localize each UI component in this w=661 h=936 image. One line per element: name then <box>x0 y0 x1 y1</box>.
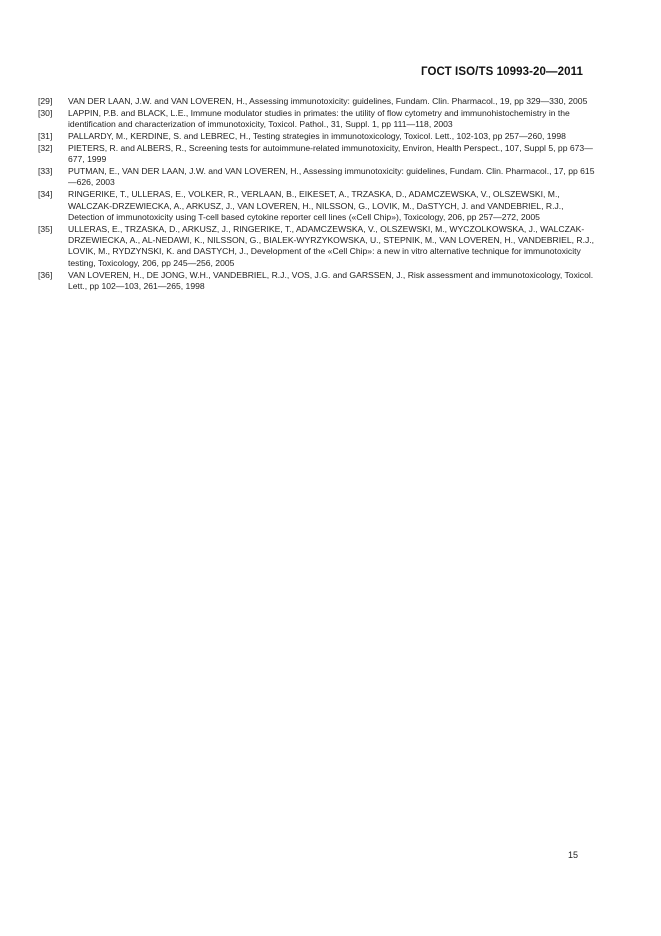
reference-text: VAN LOVEREN, H., DE JONG, W.H., VANDEBRIEL, R.J., VOS, J.G. and GARSSEN, J., Risk assessment and immunotoxicology, Toxicol. Lett., pp 102—103, 261—265, 1998 <box>68 269 594 291</box>
standard-code-header: ГОСТ ISO/TS 10993-20—2011 <box>421 66 583 78</box>
reference-number: [32] <box>38 142 53 153</box>
reference-number: [31] <box>38 131 53 142</box>
page-number: 15 <box>568 850 579 860</box>
reference-number: [35] <box>38 223 53 234</box>
reference-item <box>38 108 598 131</box>
reference-text: LAPPIN, P.B. and BLACK, L.E., Immune modulator studies in primates: the utility of flow cytometry and immunohistochemistry in the identification and characterization of immunotoxicity, Toxicol. Pathol., 31, Suppl. 1, pp 111—118, 2003 <box>68 107 570 130</box>
reference-item <box>38 166 598 189</box>
reference-text: PIETERS, R. and ALBERS, R., Screening tests for autoimmune-related immunotoxicity, Environ, Health Perspect., 107, Suppl 5, pp 673—677, 1999 <box>68 142 593 165</box>
reference-number: [33] <box>38 166 53 177</box>
reference-item <box>38 224 598 269</box>
reference-item <box>38 131 598 142</box>
reference-number: [30] <box>38 107 53 118</box>
reference-text: PUTMAN, E., VAN DER LAAN, J.W. and VAN LOVEREN, H., Assessing immunotoxicity: guidelines, Fundam. Clin. Pharmacol., 17, pp 615—626, 2003 <box>68 166 595 188</box>
reference-item <box>38 270 598 293</box>
reference-text: RINGERIKE, T., ULLERAS, E., VOLKER, R., VERLAAN, B., EIKESET, A., TRZASKA, D., ADAMCZEWSKA, V., OLSZEWSKI, M., WALCZAK-DRZEWIECKA, A., ARKUSZ, J., VAN LOVEREN, H., NILSSON, G., LOVIK, M., DaSTYCH, J. and VANDEBRIEL, R.J., Detection of immunotoxicity using T-cell based cytokine reporter cell lines («Cell Chip»), Toxicology, 206, pp 257—272, 2005 <box>68 189 564 222</box>
reference-item <box>38 143 598 166</box>
reference-number: [34] <box>38 189 53 200</box>
reference-item <box>38 189 598 223</box>
reference-text: VAN DER LAAN, J.W. and VAN LOVEREN, H., Assessing immunotoxicity: guidelines, Fundam. Clin. Pharmacol., 19, pp 329—330, 2005 <box>68 96 588 106</box>
reference-number: [36] <box>38 269 53 280</box>
reference-item <box>38 96 598 107</box>
bibliography-list <box>38 96 598 293</box>
reference-text: ULLERAS, E., TRZASKA, D., ARKUSZ, J., RINGERIKE, T., ADAMCZEWSKA, V., OLSZEWSKI, M., WYCZOLKOWSKA, J., WALCZAK-DRZEWIECKA, A., AL-NEDAWI, K., NILSSON, G., BIALEK-WYRZYKOWSKA, U., STEPNIK, M., VAN LOVEREN, H., VANDEBRIEL, R.J., LOVIK, M., RYDZYNSKI, K. and DASTYCH, J., Development of the «Cell Chip»: a new in vitro alternative technique for immunotoxicity testing, Toxicology, 206, pp 245—256, 2005 <box>68 223 595 268</box>
reference-text: PALLARDY, M., KERDINE, S. and LEBREC, H., Testing strategies in immunotoxicology, Toxicol. Lett., 102-103, pp 257—260, 1998 <box>68 131 566 142</box>
reference-number: [29] <box>38 96 53 106</box>
